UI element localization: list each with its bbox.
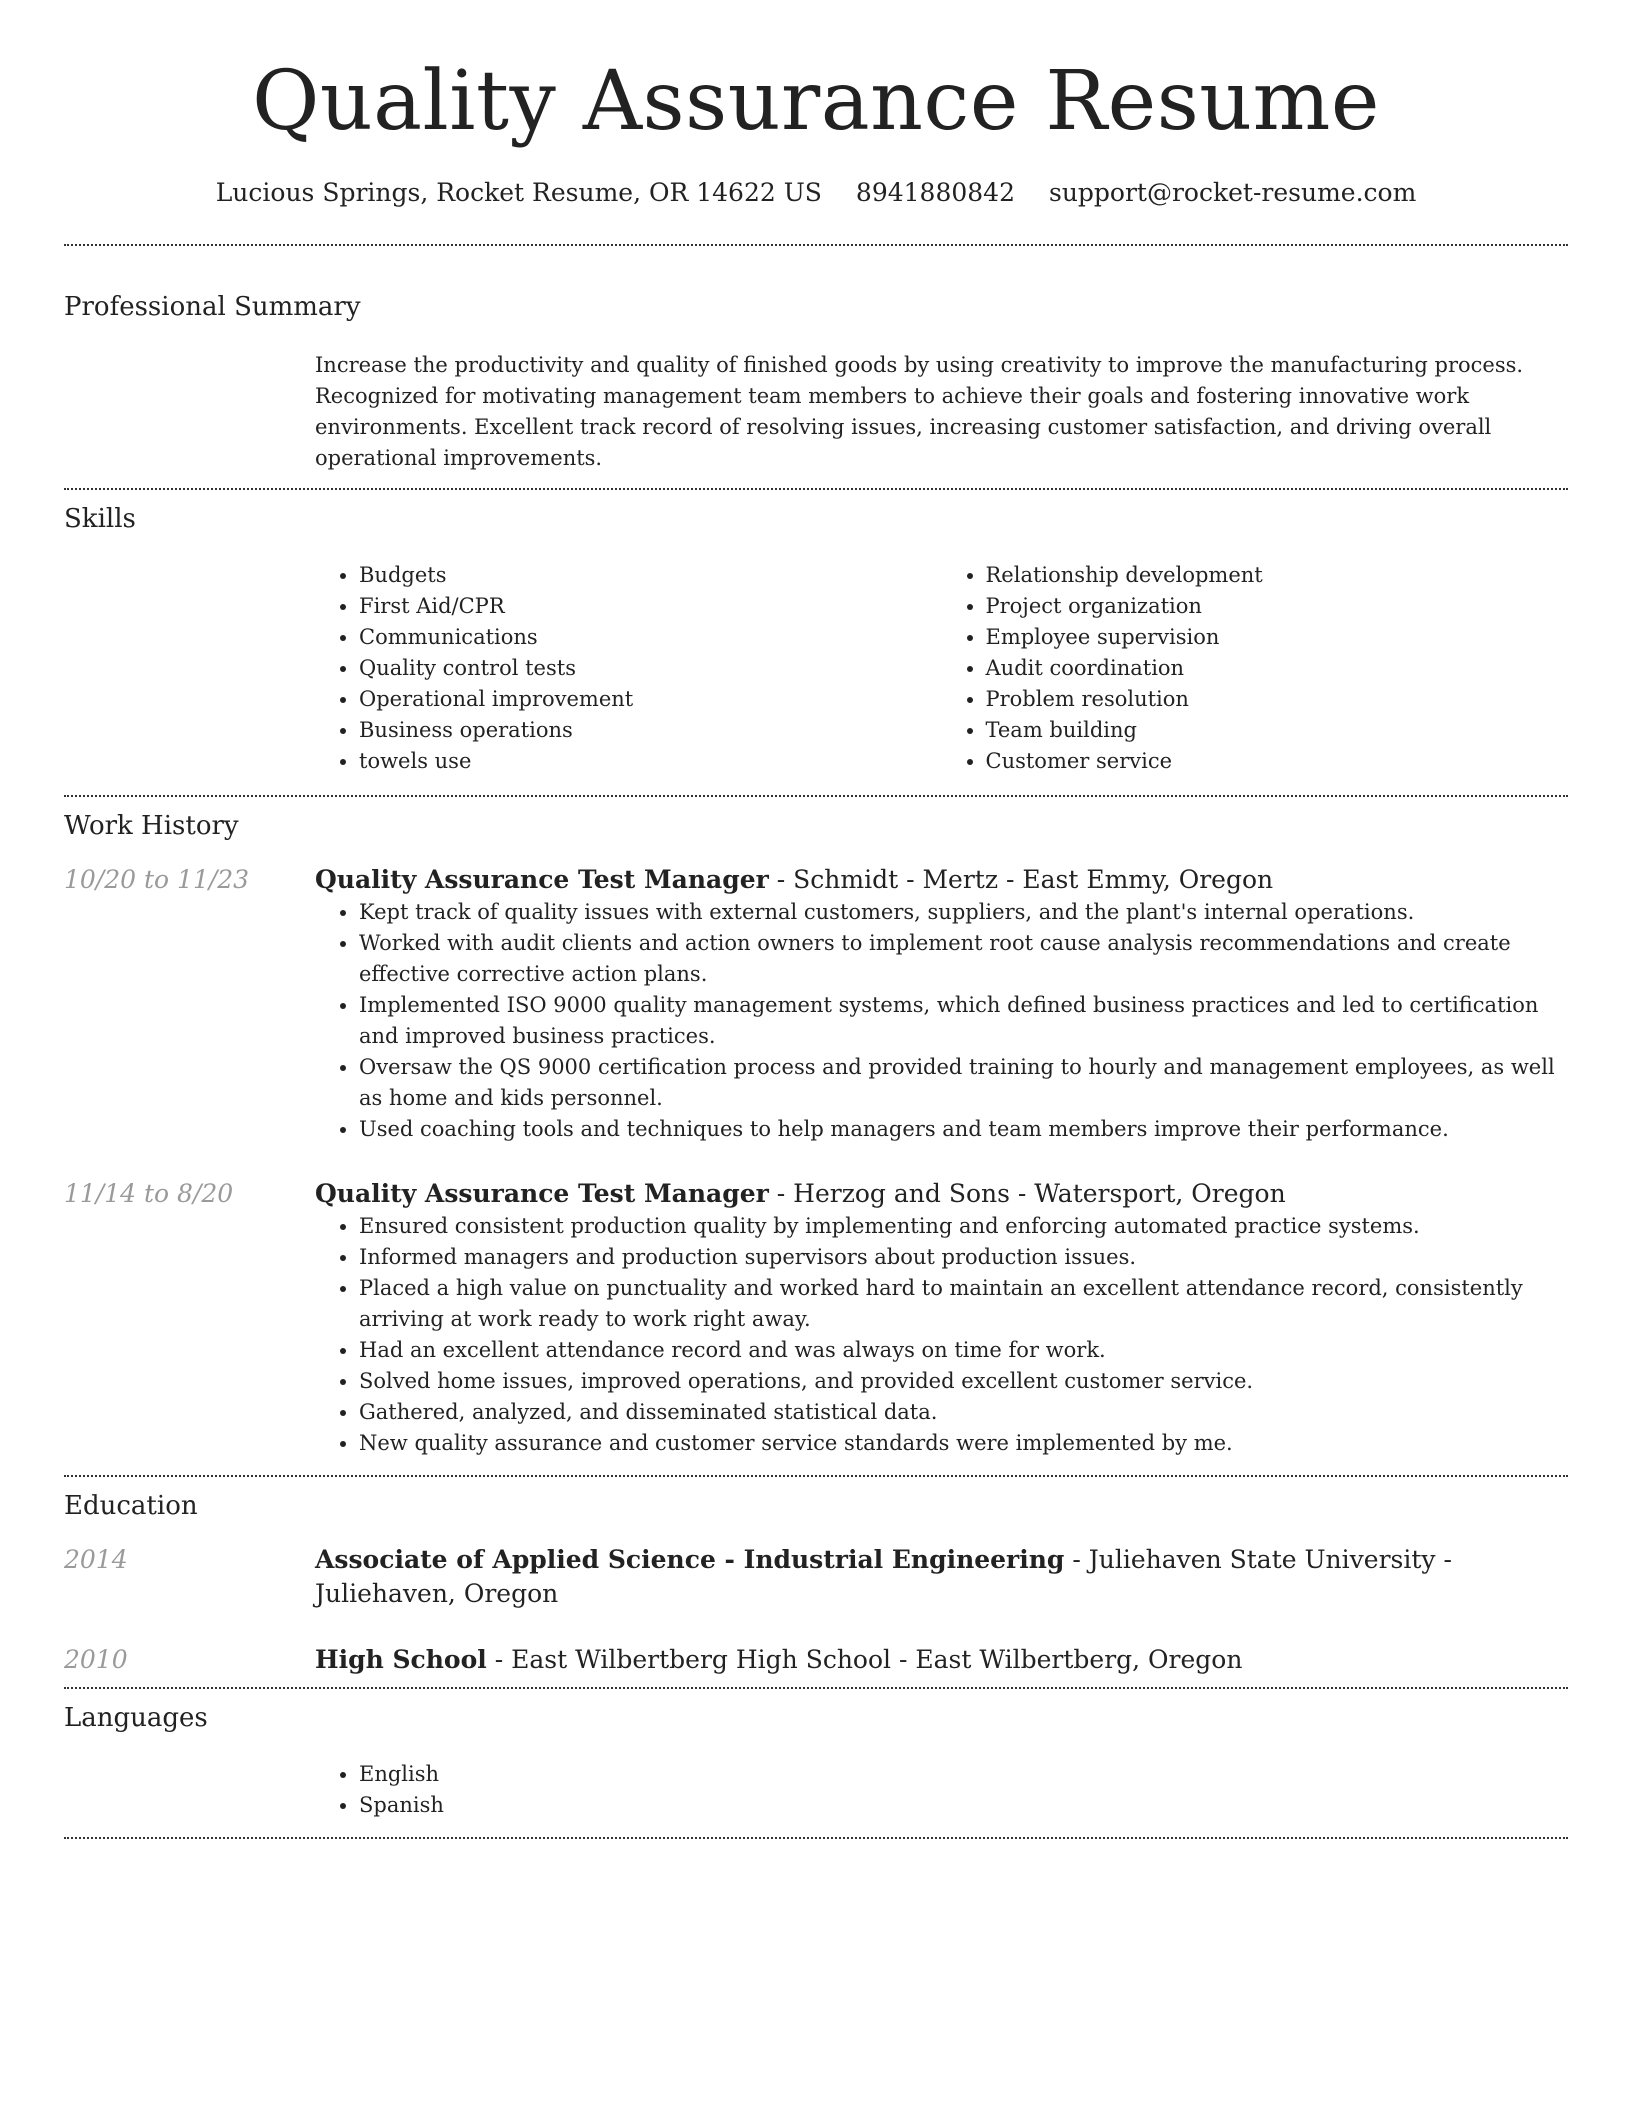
job-role: Quality Assurance Test Manager: [315, 865, 769, 894]
languages-body: [315, 1759, 1568, 1821]
job-entry: [64, 863, 1568, 1145]
skill-item: • Problem resolution: [986, 684, 1569, 715]
title-separator: -: [486, 1645, 512, 1674]
contact-email: support@rocket-resume.com: [1048, 178, 1417, 207]
skills-heading: Skills: [64, 504, 136, 534]
title-separator: -: [891, 1645, 916, 1674]
skills-list-left: [315, 560, 942, 777]
skills-list-right: [942, 560, 1569, 777]
resume-title: Quality Assurance Resume: [252, 54, 1380, 149]
skill-item: • Operational improvement: [359, 684, 942, 715]
job-company: Herzog and Sons: [793, 1179, 1010, 1208]
job-location: East Emmy, Oregon: [1022, 865, 1274, 894]
work-section: [64, 797, 1568, 1475]
skill-item: • First Aid/CPR: [359, 591, 942, 622]
title-separator: -: [768, 1179, 794, 1208]
languages-heading: Languages: [64, 1703, 208, 1733]
summary-section: [64, 246, 1568, 474]
education-school: East Wilbertberg High School: [511, 1645, 892, 1674]
summary-text: Increase the productivity and quality of finished goods by using creativity to improve the manufacturing process. Recognized for motivating management team members to achieve their goals and fostering innovative work environments. Excellent track record of resolving issues, increasing customer satisfaction, and driving overall operational improvements.: [315, 353, 1524, 470]
job-title-line: [315, 1177, 1568, 1211]
skill-item: • Relationship development: [986, 560, 1569, 591]
education-year: 2014: [64, 1545, 128, 1574]
education-line: [315, 1643, 1568, 1677]
education-year: 2010: [64, 1645, 128, 1674]
education-location: East Wilbertberg, Oregon: [915, 1645, 1243, 1674]
education-degree: Associate of Applied Science - Industrial Engineering: [315, 1545, 1065, 1574]
job-title-line: [315, 863, 1568, 897]
summary-heading: Professional Summary: [64, 292, 361, 322]
job-dates: 10/20 to 11/23: [64, 865, 250, 894]
education-line: [315, 1543, 1568, 1611]
job-bullet: • Kept track of quality issues with external customers, suppliers, and the plant's internal operations.: [359, 897, 1568, 928]
job-bullet: • Ensured consistent production quality by implementing and enforcing automated practice systems.: [359, 1211, 1568, 1242]
job-bullet: • Implemented ISO 9000 quality management systems, which defined business practices and led to certification and improved business practices.: [359, 990, 1568, 1052]
job-bullets: [315, 1211, 1568, 1459]
title-separator: -: [1064, 1545, 1089, 1574]
skill-item: • Audit coordination: [986, 653, 1569, 684]
job-bullet: • Had an excellent attendance record and was always on time for work.: [359, 1335, 1568, 1366]
title-separator: -: [768, 865, 794, 894]
education-section: [64, 1477, 1568, 1677]
skill-item: • Budgets: [359, 560, 942, 591]
job-dates: 11/14 to 8/20: [64, 1179, 234, 1208]
skill-item: • Business operations: [359, 715, 942, 746]
language-item: • English: [359, 1759, 1568, 1790]
languages-section: [64, 1689, 1568, 1821]
language-item: • Spanish: [359, 1790, 1568, 1821]
job-bullet: • Used coaching tools and techniques to help managers and team members improve their performance.: [359, 1114, 1568, 1145]
job-entry: [64, 1177, 1568, 1475]
job-role: Quality Assurance Test Manager: [315, 1179, 769, 1208]
title-separator: -: [1009, 1179, 1035, 1208]
education-school: Juliehaven State University: [1088, 1545, 1436, 1574]
job-details: [315, 1177, 1568, 1475]
skill-item: • Project organization: [986, 591, 1569, 622]
title-separator: -: [998, 865, 1023, 894]
job-bullet: • Worked with audit clients and action owners to implement root cause analysis recommendations and create effective corrective action plans.: [359, 928, 1568, 990]
skills-section: [64, 490, 1568, 777]
education-degree: High School: [315, 1645, 487, 1674]
job-bullet: • Informed managers and production supervisors about production issues.: [359, 1242, 1568, 1273]
job-details: [315, 863, 1568, 1145]
work-heading: Work History: [64, 811, 239, 841]
job-bullet: • Solved home issues, improved operations, and provided excellent customer service.: [359, 1366, 1568, 1397]
contact-line: [64, 176, 1568, 210]
job-bullet: • Placed a high value on punctuality and worked hard to maintain an excellent attendance record, consistently arriving at work ready to work right away.: [359, 1273, 1568, 1335]
skill-item: • Customer service: [986, 746, 1569, 777]
job-company: Schmidt - Mertz: [793, 865, 999, 894]
job-bullet: • Gathered, analyzed, and disseminated statistical data.: [359, 1397, 1568, 1428]
skill-item: • Team building: [986, 715, 1569, 746]
job-bullets: [315, 897, 1568, 1145]
education-entry: [64, 1543, 1568, 1611]
summary-body: [315, 350, 1568, 474]
skill-item: • Communications: [359, 622, 942, 653]
job-bullet: • New quality assurance and customer service standards were implemented by me.: [359, 1428, 1568, 1459]
education-entry: [64, 1643, 1568, 1677]
skills-grid: [315, 560, 1568, 777]
resume-header: [64, 0, 1568, 210]
languages-list: [315, 1759, 1568, 1821]
section-divider: [64, 1837, 1568, 1839]
skill-item: • Quality control tests: [359, 653, 942, 684]
job-location: Watersport, Oregon: [1034, 1179, 1286, 1208]
skill-item: • Employee supervision: [986, 622, 1569, 653]
skill-item: • towels use: [359, 746, 942, 777]
education-heading: Education: [64, 1491, 198, 1521]
title-separator: -: [1435, 1545, 1452, 1574]
job-bullet: • Oversaw the QS 9000 certification process and provided training to hourly and management employees, as well as home and kids personnel.: [359, 1052, 1568, 1114]
contact-phone: 8941880842: [855, 178, 1015, 207]
contact-address: Lucious Springs, Rocket Resume, OR 14622 US: [215, 178, 822, 207]
education-location: Juliehaven, Oregon: [315, 1579, 559, 1608]
